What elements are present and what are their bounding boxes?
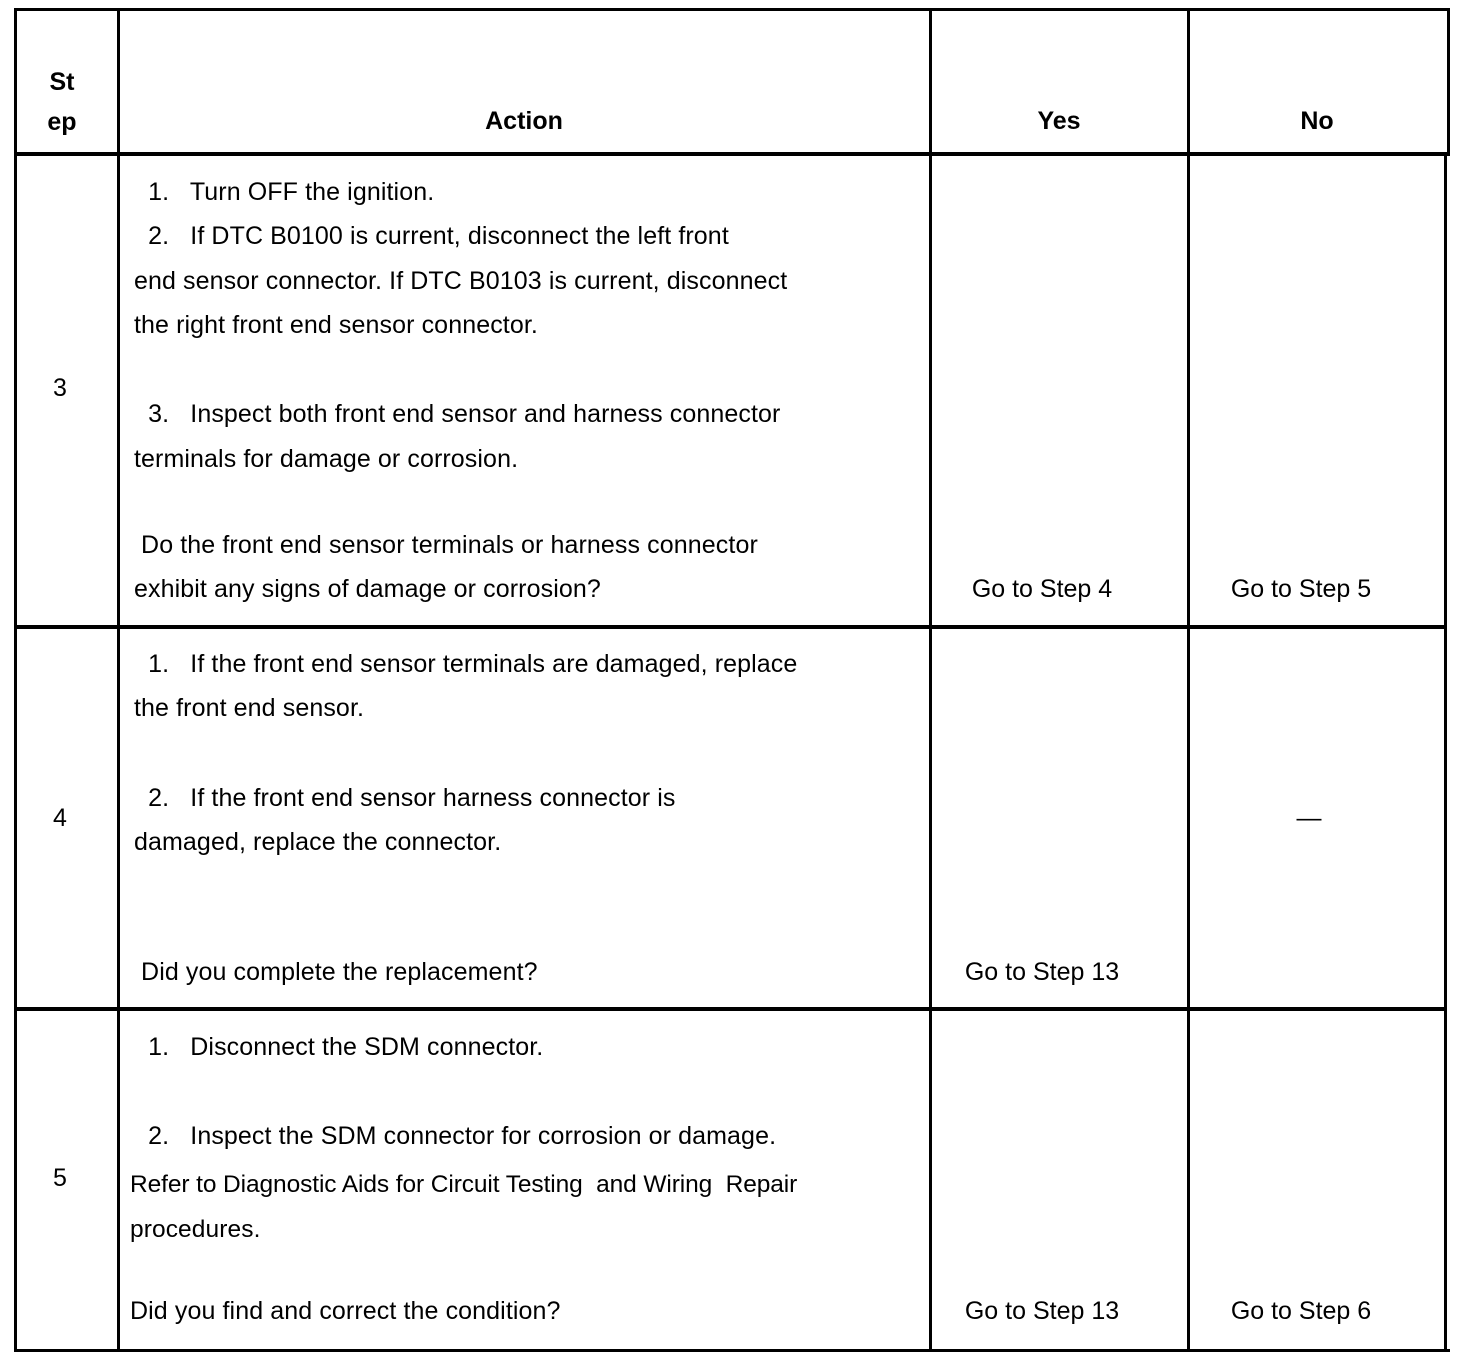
header-no: No [1300, 107, 1334, 135]
row-3-yes: Go to Step 4 [971, 575, 1113, 603]
row-5-refer-line: Refer to Diagnostic Aids for Circuit Testing and Wiring Repair [130, 1171, 798, 1198]
row-3-action-line: 1. Turn OFF the ignition. [134, 178, 435, 206]
row-4-yes: Go to Step 13 [964, 958, 1120, 986]
row-3-action-line: terminals for damage or corrosion. [134, 445, 519, 473]
right-border [1447, 8, 1450, 155]
header-divider [14, 152, 1450, 156]
row-3-action-line: 3. Inspect both front end sensor and harness connector [134, 400, 781, 428]
col-divider-action [929, 8, 932, 1352]
row-3-no: Go to Step 5 [1230, 575, 1372, 603]
row-4-action-line: the front end sensor. [134, 694, 365, 722]
right-border-lower [1444, 155, 1447, 1352]
header-step: St ep [47, 68, 77, 136]
row-4-action-line: damaged, replace the connector. [134, 828, 502, 856]
row-5-refer-line: procedures. [130, 1216, 261, 1243]
row-4-question-line: Did you complete the replacement? [134, 958, 538, 986]
row-3-action-line: 2. If DTC B0100 is current, disconnect the left front [134, 222, 729, 250]
row-5-action-line: 2. Inspect the SDM connector for corrosion or damage. [134, 1122, 777, 1150]
row-5-step: 5 [53, 1164, 67, 1192]
row-4-step: 4 [53, 804, 67, 832]
row-3-question-line: Do the front end sensor terminals or harness connector [134, 531, 758, 559]
row-4-no: — [1296, 804, 1322, 832]
col-divider-step [117, 8, 120, 1352]
row-5-no: Go to Step 6 [1230, 1297, 1372, 1325]
row-3-action-line: end sensor connector. If DTC B0103 is current, disconnect [134, 267, 788, 295]
row-3-question-line: exhibit any signs of damage or corrosion? [134, 575, 601, 603]
row-4-action-line: 2. If the front end sensor harness connector is [134, 784, 676, 812]
row-5-yes: Go to Step 13 [964, 1297, 1120, 1325]
row-3-action-line: the right front end sensor connector. [134, 311, 538, 339]
header-yes: Yes [1037, 107, 1081, 135]
row-3-step: 3 [53, 374, 67, 402]
row-5-question-line: Did you find and correct the condition? [130, 1297, 561, 1325]
row-divider-4-5 [14, 1007, 1447, 1011]
row-4-action-line: 1. If the front end sensor terminals are damaged, replace [134, 650, 798, 678]
col-divider-yes [1187, 8, 1190, 1352]
row-divider-3-4 [14, 625, 1447, 629]
header-action: Action [485, 107, 563, 135]
row-5-action-line: 1. Disconnect the SDM connector. [134, 1033, 544, 1061]
